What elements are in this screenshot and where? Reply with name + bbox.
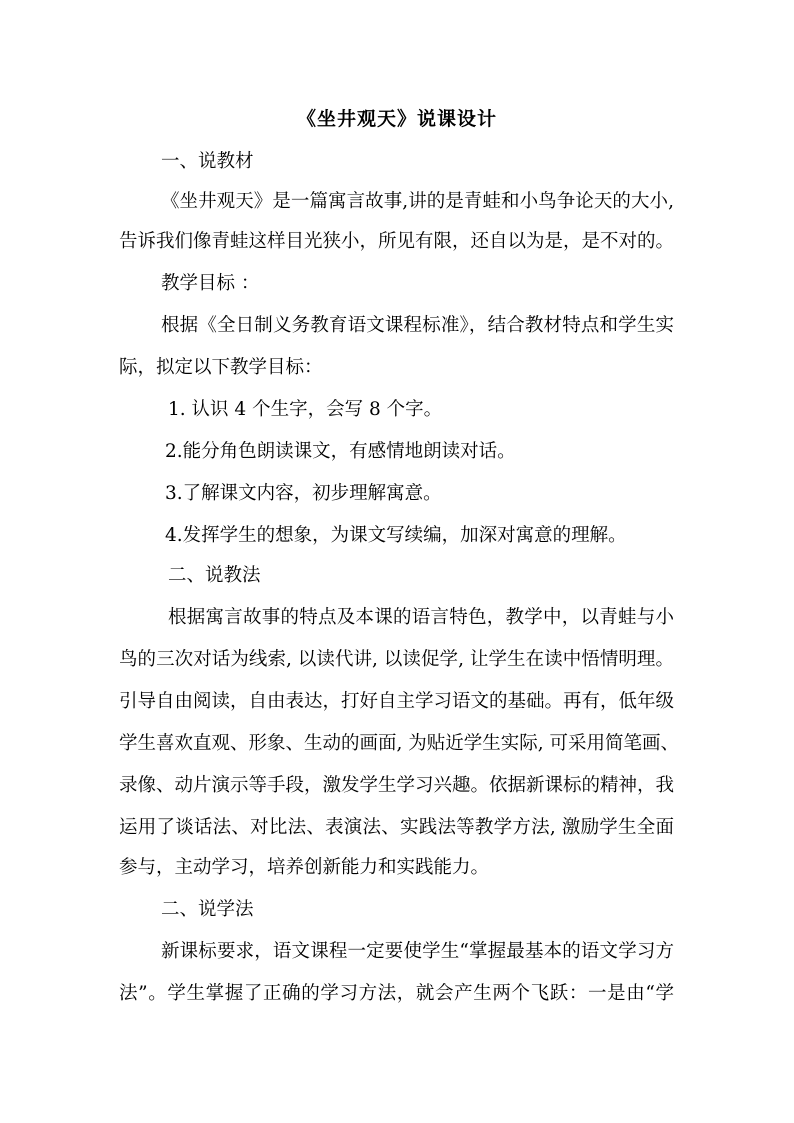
paragraph-line: 学生喜欢直观、形象、生动的画面, 为贴近学生实际, 可采用简笔画、 [119, 733, 680, 754]
paragraph-line: 根据《全日制义务教育语文课程标准》，结合教材特点和学生实 [161, 315, 674, 336]
paragraph-line: 《坐井观天》是一篇寓言故事,讲的是青蛙和小鸟争论天的大小, [161, 191, 674, 212]
paragraph-line: 新课标要求，语文课程一定要使学生“掌握最基本的语文学习方 [161, 941, 674, 962]
paragraph-line: 告诉我们像青蛙这样目光狭小，所见有限，还自以为是，是不对的。 [119, 231, 675, 252]
paragraph-line: 鸟的三次对话为线索, 以读代讲, 以读促学, 让学生在读中悟情明理。 [119, 649, 674, 670]
list-item: 2.能分角色朗读课文，有感情地朗读对话。 [165, 441, 516, 462]
section-heading-textbook: 一、说教材 [161, 151, 254, 172]
list-item: 1. 认识 4 个生字，会写 8 个字。 [168, 399, 443, 420]
section-heading-learning-method: 二、说学法 [161, 899, 254, 920]
section-heading-teaching-method: 二、说教法 [168, 565, 261, 586]
list-item: 3.了解课文内容，初步理解寓意。 [165, 483, 442, 504]
paragraph-line: 法”。学生掌握了正确的学习方法，就会产生两个飞跃：一是由“学 [119, 983, 674, 1004]
document-title: 《坐井观天》说课设计 [296, 108, 497, 130]
subheading-teaching-goals: 教学目标 ： [161, 273, 260, 294]
paragraph-line: 参与，主动学习，培养创新能力和实践能力。 [119, 857, 490, 878]
paragraph-line: 际，拟定以下教学目标： [119, 357, 323, 378]
list-item: 4.发挥学生的想象，为课文写续编，加深对寓意的理解。 [165, 525, 627, 546]
paragraph-line: 录像、动片演示等手段，激发学生学习兴趣。依据新课标的精神，我 [119, 775, 675, 796]
paragraph-line: 引导自由阅读，自由表达，打好自主学习语文的基础。再有，低年级 [119, 691, 675, 712]
paragraph-line: 运用了谈话法、对比法、表演法、实践法等教学方法, 激励学生全面 [119, 817, 674, 838]
paragraph-line: 根据寓言故事的特点及本课的语言特色，教学中，以青蛙与小 [168, 607, 674, 628]
